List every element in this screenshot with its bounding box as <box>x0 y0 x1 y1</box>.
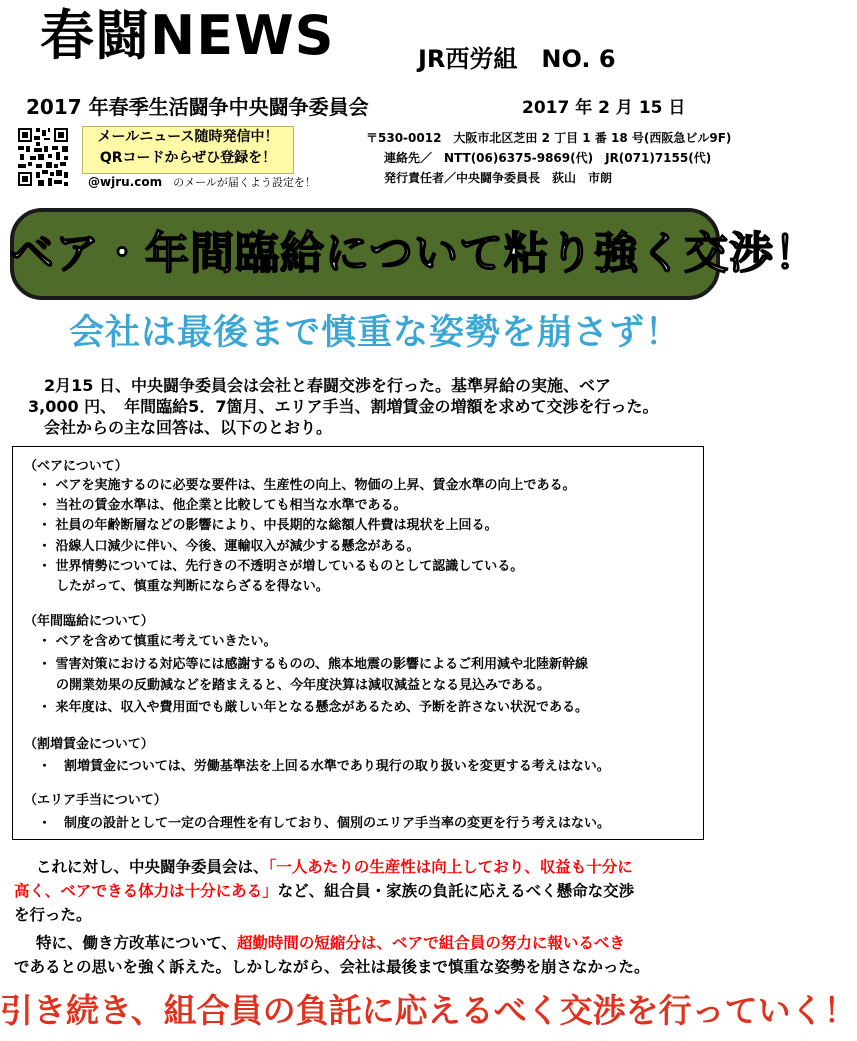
notice-line-2: QRコードからぜひ登録を！ <box>99 150 277 166</box>
body-p1-line-1 <box>36 855 633 879</box>
body-p2-line-1 <box>36 931 625 955</box>
headline-text: ベア・年間臨給について粘り強く交渉！ <box>10 228 820 279</box>
bea-item-2: ・ 当社の賃金水準は、他企業と比較しても相当な水準である。 <box>38 498 407 513</box>
email-note-text: のメールが届くよう設定を！ <box>162 176 316 189</box>
section-heading-bonus: （年間臨給について） <box>24 614 154 629</box>
body-p1-red-2: 高く、ベアできる体力は十分にある」 <box>14 882 278 900</box>
bea-item-3: ・ 社員の年齢断層などの影響により、中長期的な総額人件費は現状を上回る。 <box>38 518 498 533</box>
section-heading-overtime: （割増賃金について） <box>24 737 154 752</box>
postal-address: 〒530-0012 大阪市北区芝田 2 丁目 1 番 18 号(西阪急ビル9F) <box>366 131 732 145</box>
section-heading-area: （エリア手当について） <box>24 793 167 808</box>
section-heading-bea: （ベアについて） <box>24 459 128 474</box>
closing-slogan: 引き続き、組合員の負託に応えるべく交渉を行っていく！ <box>0 991 857 1030</box>
body-p1-post: など、組合員・家族の負託に応えるべく懸命な交渉 <box>277 882 635 900</box>
issue-date: 2017 年 2 月 15 日 <box>522 98 686 118</box>
bea-item-5-continuation: したがって、慎重な判断にならざるを得ない。 <box>56 579 329 594</box>
bonus-item-2-continuation: の開業効果の反動減などを踏まえると、今年度決算は減収減益となる見込みである。 <box>56 678 551 693</box>
body-p1-line-2 <box>14 879 634 903</box>
body-p2-pre: 特に、働き方改革について、 <box>36 934 237 952</box>
email-setting-note <box>88 174 316 191</box>
email-domain: @wjru.com <box>88 175 163 189</box>
intro-line-2: 3,000 円、 年間臨給5．7箇月、エリア手当、割増賃金の増額を求めて交渉を行った。 <box>28 397 659 416</box>
newsletter-title: 春闘NEWS <box>40 4 335 67</box>
body-p2-red: 超勤時間の短縮分は、ベアで組合員の努力に報いるべき <box>236 934 625 952</box>
qr-code-icon[interactable] <box>18 128 68 186</box>
overtime-item: ・ 割増賃金については、労働基準法を上回る水準であり現行の取り扱いを変更する考えはない。 <box>38 759 610 774</box>
body-p1-line-3: を行った。 <box>14 906 92 924</box>
intro-line-1: 2月15 日、中央闘争委員会は会社と春闘交渉を行った。基準昇給の実施、ベア <box>44 376 611 395</box>
bea-item-5: ・ 世界情勢については、先行きの不透明さが増しているものとして認識している。 <box>38 559 524 574</box>
email-news-notice <box>82 126 294 174</box>
notice-line-1: メールニュース随時発信中！ <box>97 129 279 145</box>
bea-item-4: ・ 沿線人口減少に伴い、今後、運輸収入が減少する懸念がある。 <box>38 539 420 554</box>
body-p1-red-1: 「一人あたりの生産性は向上しており、収益も十分に <box>268 858 633 876</box>
body-p2-line-2: であるとの思いを強く訴えた。しかしながら、会社は最後まで慎重な姿勢を崩さなかった。 <box>14 958 650 976</box>
union-issue-number: JR西労組 NO. 6 <box>418 45 616 73</box>
subheadline: 会社は最後まで慎重な姿勢を崩さず！ <box>68 313 681 353</box>
contact-phone: 連絡先／ NTT(06)6375-9869(代) JR(071)7155(代) <box>384 151 712 165</box>
area-item: ・ 制度の設計として一定の合理性を有しており、個別のエリア手当率の変更を行う考えはない。 <box>38 816 611 831</box>
committee-name: 2017 年春季生活闘争中央闘争委員会 <box>26 95 369 119</box>
body-p1-pre: これに対し、中央闘争委員会は、 <box>36 858 269 876</box>
intro-line-3: 会社からの主な回答は、以下のとおり。 <box>44 418 333 437</box>
publisher-responsible: 発行責任者／中央闘争委員長 荻山 市朗 <box>384 171 613 185</box>
bonus-item-3: ・ 来年度は、収入や費用面でも厳しい年となる懸念があるため、予断を許さない状況である。 <box>38 700 589 715</box>
bonus-item-1: ・ ベアを含めて慎重に考えていきたい。 <box>38 634 277 649</box>
bonus-item-2: ・ 雪害対策における対応等には感謝するものの、熊本地震の影響によるご利用減や北陸新幹線 <box>38 657 589 672</box>
bea-item-1: ・ ベアを実施するのに必要な要件は、生産性の向上、物価の上昇、賃金水準の向上である。 <box>38 478 576 493</box>
